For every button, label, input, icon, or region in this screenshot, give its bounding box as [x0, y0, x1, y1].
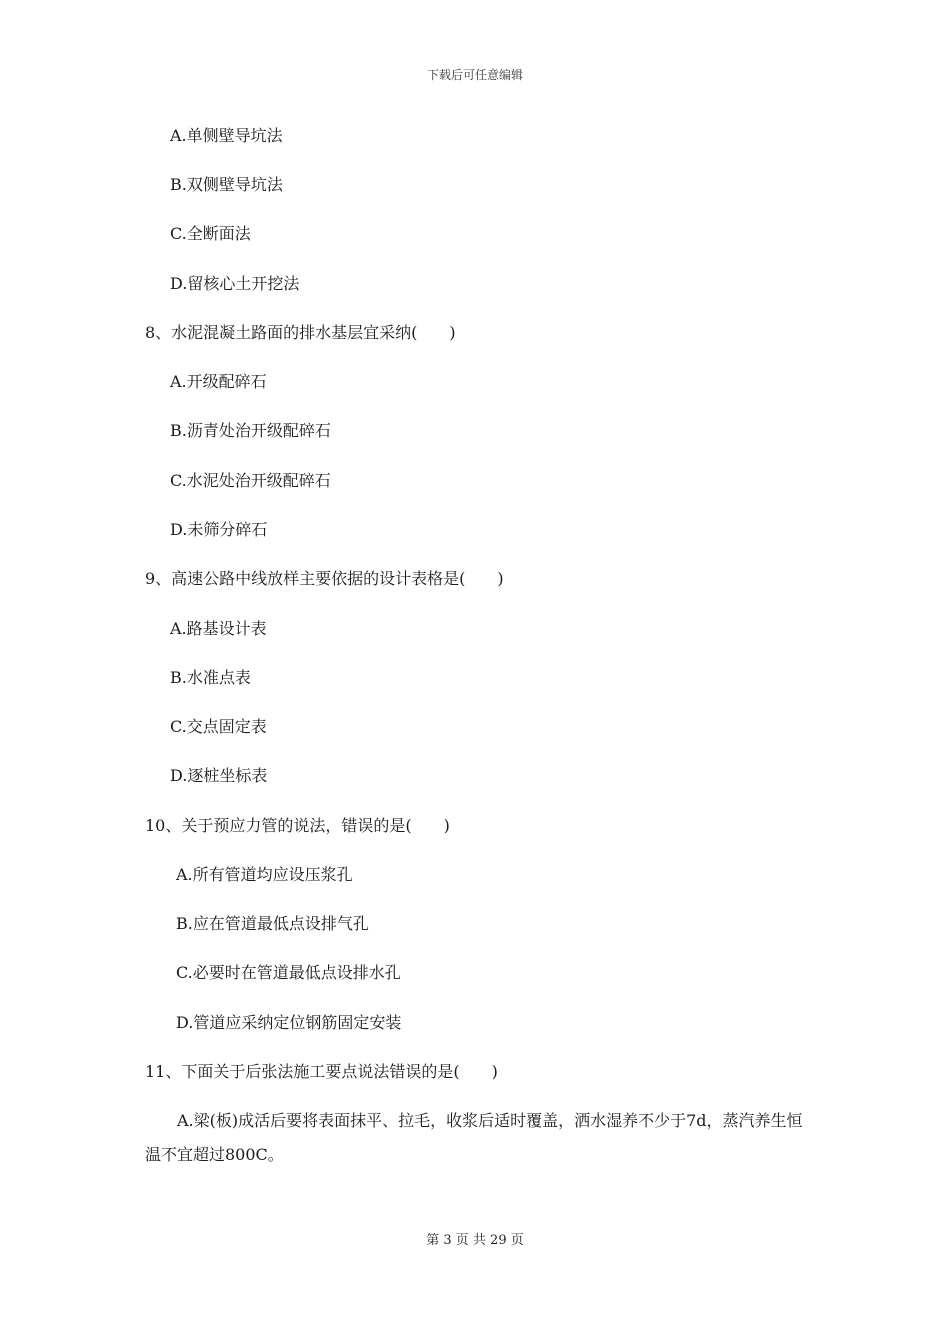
q10-option-b: B.应在管道最低点设排气孔 [176, 914, 369, 933]
q7-option-c: C.全断面法 [170, 224, 251, 243]
q9-option-c: C.交点固定表 [170, 717, 267, 736]
q9-option-d: D.逐桩坐标表 [170, 766, 268, 785]
q10-question: 10、关于预应力管的说法，错误的是( ) [145, 816, 450, 835]
q11-option-a: A.梁(板)成活后要将表面抹平、拉毛，收浆后适时覆盖，洒水湿养不少于7d，蒸汽养生恒温不宜超过800C。 [145, 1111, 803, 1164]
q11-question: 11、下面关于后张法施工要点说法错误的是( ) [145, 1062, 498, 1081]
q8-option-a: A.开级配碎石 [170, 372, 267, 391]
q8-question: 8、水泥混凝土路面的排水基层宜采纳( ) [145, 323, 456, 342]
q9-option-a: A.路基设计表 [170, 619, 267, 638]
page-header: 下载后可任意编辑 [426, 68, 523, 82]
q10-option-d: D.管道应采纳定位钢筋固定安装 [176, 1013, 402, 1032]
q8-option-c: C.水泥处治开级配碎石 [170, 471, 331, 490]
q7-option-d: D.留核心土开挖法 [170, 274, 300, 293]
q9-question: 9、高速公路中线放样主要依据的设计表格是( ) [145, 569, 504, 588]
q9-option-b: B.水准点表 [170, 668, 251, 687]
page-footer: 第 3 页 共 29 页 [426, 1233, 524, 1248]
q7-option-b: B.双侧壁导坑法 [170, 175, 283, 194]
q10-option-a: A.所有管道均应设压浆孔 [176, 865, 353, 884]
q10-option-c: C.必要时在管道最低点设排水孔 [176, 963, 401, 982]
q7-option-a: A.单侧壁导坑法 [170, 126, 283, 145]
q8-option-b: B.沥青处治开级配碎石 [170, 421, 331, 440]
q8-option-d: D.未筛分碎石 [170, 520, 268, 539]
